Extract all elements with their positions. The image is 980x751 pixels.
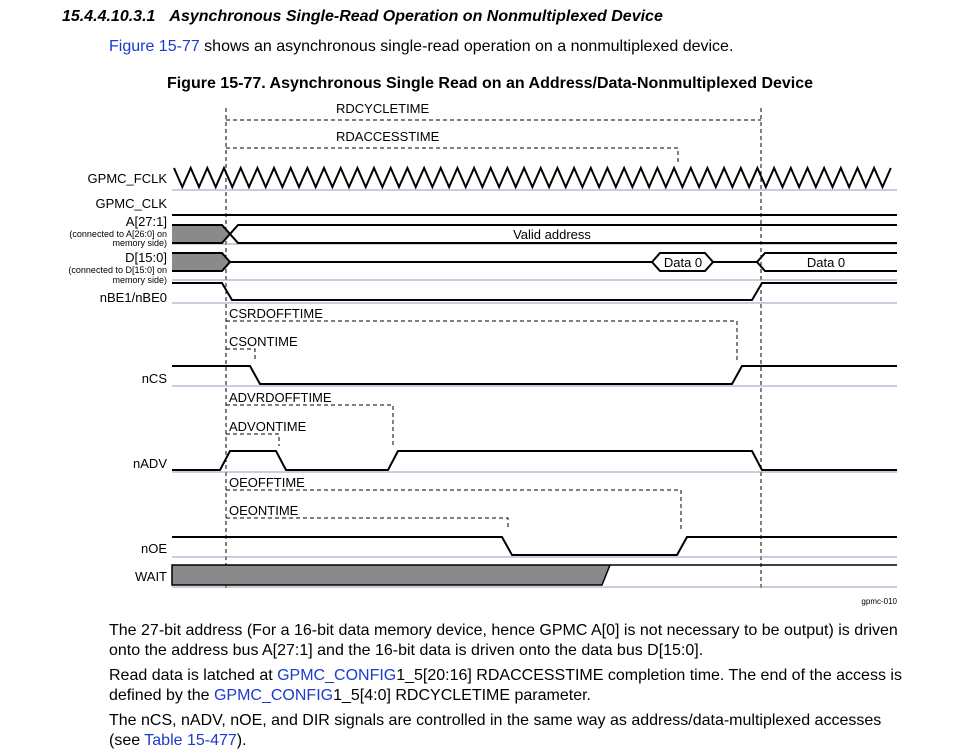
data-invalid-fill [172,253,230,271]
p3-text-a: The nCS, nADV, nOE, and DIR signals are controlled in the same way as address/data-multiplexed accesses (see [109,712,882,749]
rdaccesstime-label: RDACCESSTIME [336,129,440,144]
ncs-waveform [172,366,897,384]
data-note-line1: (connected to D[15:0] on [68,265,167,275]
nbe-waveform [172,283,897,300]
signal-label-ncs: nCS [141,371,167,386]
signal-label-nadv: nADV [133,456,167,471]
figure-footnote: gpmc-010 [861,597,897,606]
p3-text-b: ). [236,732,247,749]
gpmc-config-link-1[interactable]: GPMC_CONFIG [277,667,397,684]
nadv-waveform [172,451,897,470]
advontime-label: ADVONTIME [229,419,307,434]
wait-invalid-fill [172,565,610,585]
rdaccesstime-bracket [226,148,678,165]
paragraph-address-bus: The 27-bit address (For a 16-bit data memory device, hence GPMC A[0] is not necessary to be output) is driven onto the address bus A[27:1] and the 16-bit data is driven onto the data bus D[15:0]. [109,622,898,659]
signal-label-addr: A[27:1] [125,214,167,229]
p2-text-c: 1_5[4:0] RDCYCLETIME parameter. [333,687,591,704]
data-value-label-1: Data 0 [663,255,703,270]
section-title: Asynchronous Single-Read Operation on Nonmultiplexed Device [169,8,663,25]
signal-label-nbe: nBE1/nBE0 [99,290,167,305]
oeontime-bracket [226,518,508,530]
table-link[interactable]: Table 15-477 [144,732,237,749]
signal-label-clk: GPMC_CLK [95,196,167,211]
p2-text-b: 1_5[20:16] RDACCESSTIME completion time. The end of the access is defined by the [109,667,902,704]
addr-valid-label: Valid address [513,227,591,242]
addr-note-line1: (connected to A[26:0] on [69,229,167,239]
data-note-line2: memory side) [112,275,167,285]
csrdofftime-label: CSRDOFFTIME [229,306,323,321]
intro-text: shows an asynchronous single-read operation on a nonmultiplexed device. [199,38,734,55]
advrdofftime-label: ADVRDOFFTIME [229,390,332,405]
figure-title: Figure 15-77. Asynchronous Single Read on an Address/Data-Nonmultiplexed Device [166,75,814,92]
signal-label-noe: nOE [140,541,167,556]
oeofftime-label: OEOFFTIME [229,475,305,490]
section-number: 15.4.4.10.3.1 [62,8,156,25]
addr-note-line2: memory side) [112,238,167,248]
csrdofftime-bracket [226,321,737,360]
rdcycletime-label: RDCYCLETIME [336,101,430,116]
signal-label-wait: WAIT [134,569,167,584]
data-value-label-2: Data 0 [806,255,846,270]
p2-text-a: Read data is latched at [109,667,278,684]
oeontime-label: OEONTIME [229,503,299,518]
fclk-waveform [174,168,891,187]
noe-waveform [172,537,897,555]
csontime-label: CSONTIME [229,334,298,349]
paragraph-signal-control [109,711,909,751]
figure-link[interactable]: Figure 15-77 [109,38,200,55]
paragraph-read-latch [109,666,909,706]
addr-invalid-fill [172,225,230,243]
csontime-bracket [226,349,255,360]
signal-label-data: D[15:0] [125,250,167,265]
signal-label-fclk: GPMC_FCLK [87,171,167,186]
advontime-bracket [226,434,279,446]
gpmc-config-link-2[interactable]: GPMC_CONFIG [213,687,334,704]
data-bus-waveform [172,253,897,271]
